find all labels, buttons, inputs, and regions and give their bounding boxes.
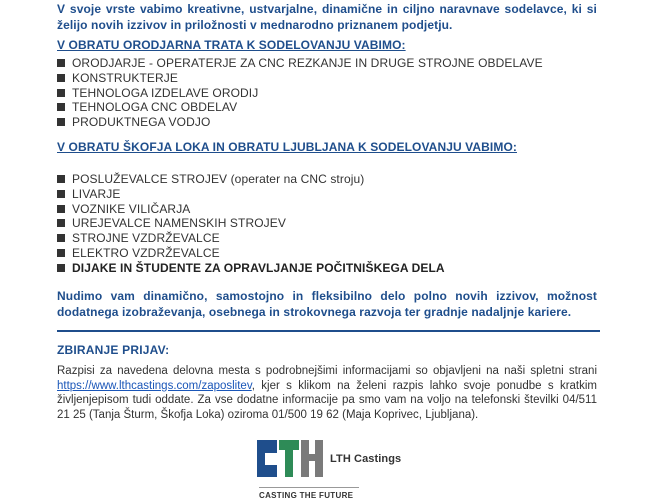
list-trata xyxy=(57,56,543,130)
square-bullet-icon xyxy=(57,219,65,227)
list-skofja-loka xyxy=(57,172,445,276)
square-bullet-icon xyxy=(57,205,65,213)
square-bullet-icon xyxy=(57,59,65,67)
square-bullet-icon xyxy=(57,89,65,97)
lth-castings-logo xyxy=(255,437,405,500)
section-title-skofja-loka: V OBRATU ŠKOFJA LOKA IN OBRATU LJUBLJANA K SODELOVANJU VABIMO: xyxy=(57,140,517,154)
list-item: PRODUKTNEGA VODJO xyxy=(57,115,543,130)
intro-paragraph: V svoje vrste vabimo kreativne, ustvarjalne, dinamične in ciljno naravnave sodelavce, ki si želijo novih izzivov in priložnosti v mednarodno priznanem podjetju. xyxy=(57,2,597,32)
square-bullet-icon xyxy=(57,118,65,126)
applications-title: ZBIRANJE PRIJAV: xyxy=(57,343,170,357)
list-item: ELEKTRO VZDRŽEVALCE xyxy=(57,246,445,261)
square-bullet-icon xyxy=(57,249,65,257)
list-item: STROJNE VZDRŽEVALCE xyxy=(57,231,445,246)
square-bullet-icon xyxy=(57,175,65,183)
list-item: LIVARJE xyxy=(57,187,445,202)
section-title-trata: V OBRATU ORODJARNA TRATA K SODELOVANJU VABIMO: xyxy=(57,38,406,52)
careers-link[interactable]: https://www.lthcastings.com/zaposlitev xyxy=(57,379,252,392)
square-bullet-icon xyxy=(57,190,65,198)
list-item: VOZNIKE VILIČARJA xyxy=(57,202,445,217)
list-item: KONSTRUKTERJE xyxy=(57,71,543,86)
section-divider xyxy=(57,330,600,332)
logo-tagline: CASTING THE FUTURE xyxy=(259,487,359,500)
list-item: TEHNOLOGA IZDELAVE ORODIJ xyxy=(57,86,543,101)
list-item: ORODJARJE - OPERATERJE ZA CNC REZKANJE IN DRUGE STROJNE OBDELAVE xyxy=(57,56,543,71)
logo-company-name: LTH Castings xyxy=(330,453,402,465)
list-item: UREJEVALCE NAMENSKIH STROJEV xyxy=(57,216,445,231)
square-bullet-icon xyxy=(57,103,65,111)
list-item: TEHNOLOGA CNC OBDELAV xyxy=(57,100,543,115)
offer-paragraph: Nudimo vam dinamično, samostojno in fleksibilno delo polno novih izzivov, možnost dodatnega izobraževanja, osebnega in strokovnega razvoja ter gradnje nadaljnje kariere. xyxy=(57,289,597,319)
square-bullet-icon xyxy=(57,264,65,272)
square-bullet-icon xyxy=(57,74,65,82)
list-item-highlighted: DIJAKE IN ŠTUDENTE ZA OPRAVLJANJE POČITNIŠKEGA DELA xyxy=(57,261,445,276)
lth-logo-mark-icon xyxy=(255,437,325,483)
list-item: POSLUŽEVALCE STROJEV (operater na CNC stroju) xyxy=(57,172,445,187)
square-bullet-icon xyxy=(57,234,65,242)
applications-paragraph: Razpisi za navedena delovna mesta s podrobnejšimi informacijami so objavljeni na naši spletni strani https://www.lthcastings.com/zaposlitev, kjer s klikom na želeni razpis lahko svoje ponudbe s kratkim življenjepisom tudi oddate. Za vse dodatne informacije pa smo vam na voljo na telefonski številki 04/511 21 25 (Tanja Šturm, Škofja Loka) oziroma 01/500 19 62 (Maja Koprivec, Ljubljana). xyxy=(57,365,597,421)
